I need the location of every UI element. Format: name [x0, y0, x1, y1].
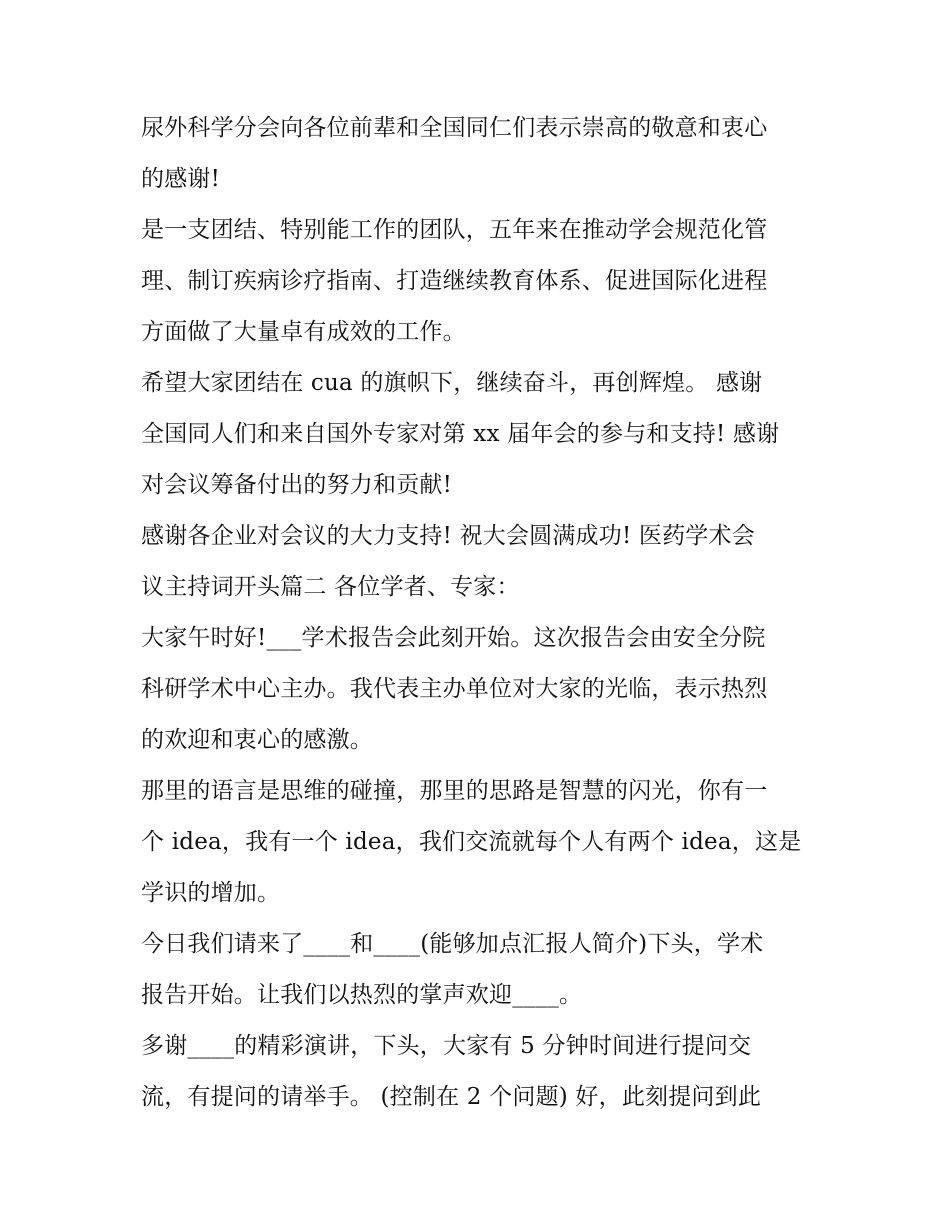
text-line: 个 idea，我有一个 idea，我们交流就每个人有两个 idea，这是	[141, 829, 802, 855]
text-line: 尿外科学分会向各位前辈和全国同仁们表示崇高的敬意和衷心	[141, 115, 768, 141]
text-line: 大家午时好!___学术报告会此刻开始。这次报告会由安全分院	[141, 625, 766, 651]
document-body	[141, 103, 821, 1123]
text-line: 的欢迎和衷心的感激。	[141, 727, 373, 753]
text-line: 议主持词开头篇二 各位学者、专家：	[141, 574, 520, 600]
text-line: 是一支团结、特别能工作的团队，五年来在推动学会规范化管	[141, 217, 768, 243]
text-line: 感谢各企业对会议的大力支持! 祝大会圆满成功! 医药学术会	[141, 523, 755, 549]
text-line: 那里的语言是思维的碰撞，那里的思路是智慧的闪光，你有一	[141, 778, 768, 804]
text-line: 流，有提问的请举手。 (控制在 2 个问题) 好，此刻提问到此	[141, 1084, 762, 1110]
text-line: 多谢____的精彩演讲，下头，大家有 5 分钟时间进行提问交	[141, 1033, 752, 1059]
text-line: 对会议筹备付出的努力和贡献!	[141, 472, 453, 498]
text-line: 科研学术中心主办。我代表主办单位对大家的光临，表示热烈	[141, 676, 768, 702]
text-line: 学识的增加。	[141, 880, 281, 906]
text-line: 今日我们请来了____和____(能够加点汇报人简介)下头，学术	[141, 931, 764, 957]
text-line: 的感谢!	[141, 166, 221, 192]
text-line: 理、制订疾病诊疗指南、打造继续教育体系、促进国际化进程	[141, 268, 768, 294]
text-line: 全国同人们和来自国外专家对第 xx 届年会的参与和支持! 感谢	[141, 421, 780, 447]
text-line: 方面做了大量卓有成效的工作。	[141, 319, 466, 345]
text-line: 报告开始。让我们以热烈的掌声欢迎____。	[141, 982, 583, 1008]
text-line: 希望大家团结在 cua 的旗帜下，继续奋斗，再创辉煌。 感谢	[141, 370, 763, 396]
